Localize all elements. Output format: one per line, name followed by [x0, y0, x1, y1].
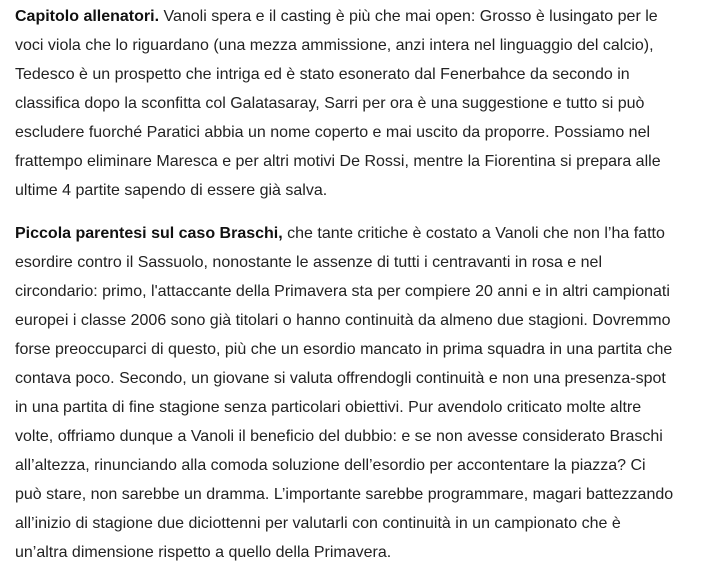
paragraph-lead-bold: Capitolo allenatori.: [15, 8, 160, 25]
paragraph-line: escludere fuorché Paratici abbia un nome coperto e mai uscito da proporre. Possiamo nel: [15, 124, 651, 141]
paragraph-line: Tedesco è un prospetto che intriga ed è stato esonerato dal Fenerbahce da secondo in: [15, 66, 630, 83]
paragraph-line: un’altra dimensione rispetto a quello della Primavera.: [15, 544, 392, 561]
paragraph-coaches: [15, 2, 715, 205]
article-body: [15, 2, 715, 567]
paragraph-line: forse preoccuparci di questo, più che un esordio mancato in prima squadra in una partita che: [15, 341, 673, 358]
paragraph-text: Vanoli spera e il casting è più che mai open: Grosso è lusingato per le: [159, 8, 658, 25]
paragraph-line: all’altezza, rinunciando alla comoda soluzione dell’esordio per accontentare la piazza? Ci: [15, 457, 646, 474]
paragraph-line: all’inizio di stagione due diciottenni per valutarli con continuità in un campionato che è: [15, 515, 621, 532]
paragraph-line: europei i classe 2006 sono già titolari o hanno continuità da almeno due stagioni. Dovremmo: [15, 312, 671, 329]
paragraph-braschi: [15, 219, 715, 567]
paragraph-text: che tante critiche è costato a Vanoli che non l’ha fatto: [282, 225, 665, 242]
paragraph-line: frattempo eliminare Maresca e per altri motivi De Rossi, mentre la Fiorentina si prepara alle: [15, 153, 661, 170]
paragraph-line: [15, 219, 715, 248]
paragraph-line: volte, offriamo dunque a Vanoli il beneficio del dubbio: e se non avesse considerato Braschi: [15, 428, 663, 445]
paragraph-line: classifica dopo la sconfitta col Galatasaray, Sarri per ora è una suggestione e tutto si può: [15, 95, 645, 112]
paragraph-lead-bold: Piccola parentesi sul caso Braschi,: [15, 225, 283, 242]
paragraph-line: circondario: primo, l'attaccante della Primavera sta per compiere 20 anni e in altri campionati: [15, 283, 670, 300]
paragraph-line: esordire contro il Sassuolo, nonostante le assenze di tutti i centravanti in rosa e nel: [15, 254, 602, 271]
paragraph-line: contava poco. Secondo, un giovane si valuta offrendogli continuità e non una presenza-spot: [15, 370, 666, 387]
paragraph-line: ultime 4 partite sapendo di essere già salva.: [15, 182, 328, 199]
paragraph-line: voci viola che lo riguardano (una mezza ammissione, anzi intera nel linguaggio del calcio),: [15, 37, 654, 54]
paragraph-line: [15, 2, 715, 31]
paragraph-line: in una partita di fine stagione senza particolari obiettivi. Pur avendolo criticato molte altre: [15, 399, 642, 416]
paragraph-line: può stare, non sarebbe un dramma. L’importante sarebbe programmare, magari battezzando: [15, 486, 674, 503]
